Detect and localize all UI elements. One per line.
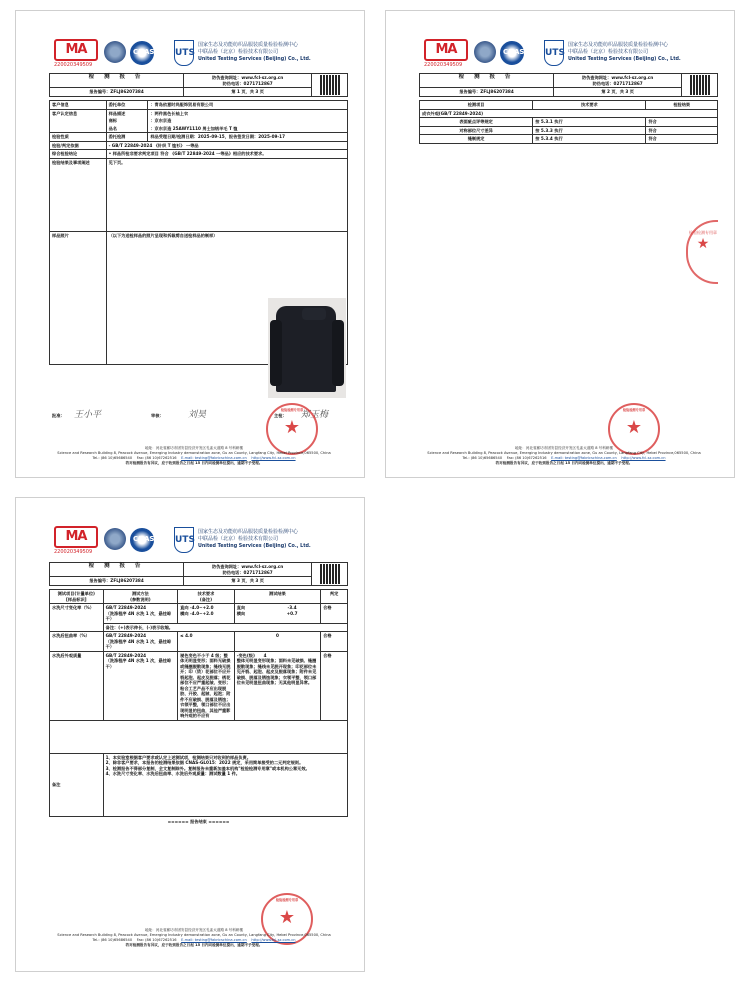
remarks-row: 备注 1、本实验室根据客户要求或认定上述测试项，检测结果只对收到的样品负责。 2、除非客户要求，本报告的检测结果依据 CNAS-GL015：2022 规定，采用简单接受的二元判定规则。 3、检测报告不得部分复制，全文复制除外。复制报告未重新加盖本机构"检验检测专用章"或本机构公章无效。 4、水洗尺寸变化率、水洗后扭曲率、水洗后外观质量：测试数量 1 件。	[50, 753, 348, 816]
uts-logo: UTS	[544, 40, 564, 66]
report-page-3	[15, 497, 365, 972]
report-title-table	[49, 73, 348, 97]
report-footer: 地址：河北省廊坊市固安县经济开发区孔雀大道路 8 号科研楼 Science and Research Building 8, Peacock Avenue, Emerging Industry demonstration zone, Gu an County, Langfang City, Hebei Province,065500, China Tel.: (86 10)65686540 Fax: (86 10)67262516 E-mail: testing@fabricschina.com.cn http://www.fcl-sz.com.cn 若对检测报告有异议，应于收到报告之日起 15 日内向检测单位提出，逾期不予受理。	[57, 928, 331, 947]
web-link[interactable]: http://www.fcl-sz.com.cn	[251, 938, 296, 942]
qr-code	[312, 563, 348, 586]
report-title-table: 检 测 报 告 防伪查询网址：www.fcl-sz.org.cn 防伪电话：0271712867 报告编号：ZFLJ86207384 第 3 页，共 3 页	[49, 562, 348, 586]
report-header	[424, 37, 724, 71]
ilac-logo-icon	[104, 528, 126, 550]
inspection-stamp: 检验检测专用章 ★	[261, 893, 313, 945]
report-end: ====== 报告结束 ======	[167, 818, 230, 824]
table-row: 水洗尺寸变化率（%） GB/T 22849-2024 （洗涤程序 4N 水洗 1 次，悬挂晾干） 直向 -4.0~+2.0 横向 -4.0~+2.0 直向 横向 -3.4 +0.7 合格	[50, 604, 348, 624]
sample-photo	[268, 298, 346, 398]
report-footer: 地址：河北省廊坊市固安县经济开发区孔雀大道路 8 号科研楼 Science and Research Building 8, Peacock Avenue, Emerging Industry demonstration zone, Gu an County, Langfang City, Hebei Province,065500, China Tel.: (86 10)65686540 Fax: (86 10)67262516 E-mail: testing@fabricschina.com.cn http://www.fcl-sz.com.cn 若对检测报告有异议，应于收到报告之日起 15 日内向检测单位提出，逾期不予受理。	[427, 446, 701, 465]
report-page-1	[15, 10, 365, 478]
qr-code	[682, 74, 718, 97]
report-title: 检 测 报 告	[50, 74, 184, 88]
report-header	[54, 37, 354, 71]
cnas-label: CNAS	[133, 48, 155, 56]
table-row: 对称部位尺寸差异 按 5.3.3 执行 符合	[420, 126, 718, 135]
table-row: 水洗后外观质量 GB/T 22849-2024 （洗涤程序 4N 水洗 1 次，悬挂晾干） 褪色变色不小于 4 级；整体无明显变形；面料无破损或缝圈脱散现象；缝线无脱开；印（烫）花部位不应开裂起泡、起皮及脱落；绣花部位不应严重起皱、变形；粘合工艺产品不应出现脱胶、开胶、起皱、起泡；附件不应破损、脱落及锈蚀；衣领平整，领口部位不应出现明显的扭曲，其他严重影响外观的不应有 -变色(级) 4 整体无明显变形现象；面料未见破损、缝圈脱散现象；缝线未见脱开现象；印花部位未见开裂、起泡、起皮及脱落现象；附件未见破损、脱落及锈蚀现象；衣领平整，领口部位未见明显扭曲现象；无其他明显异常。 合格	[50, 651, 348, 720]
email-link[interactable]: E-mail: testing@fabricschina.com.cn	[181, 456, 247, 460]
cnas-label: CNAS	[503, 48, 525, 56]
appearance-table: 检测项目 技术要求 检验结果 成衣外观(GB/T 22849-2024) 表面疵点评等规定 按 5.3.1 执行 符合 对称部位尺寸差异 按 5.3.3 执行 符合 缝制规定 按 5.3.4 执行 符合	[419, 100, 718, 144]
ma-logo: MA 220020349509	[54, 39, 100, 65]
report-body	[419, 73, 718, 144]
qr-code	[312, 74, 348, 97]
review-signature: 刘昊	[188, 410, 207, 420]
side-seam-stamp: 检验检测专用章 ★	[686, 220, 718, 284]
org-name: 国家生态及功能纺织品服装质量检验检测中心 中联品检（北京）检验技术有限公司 United Testing Services (Beijing) Co., Ltd.	[568, 42, 681, 62]
approve-label: 批准：	[52, 413, 65, 418]
table-row: 表面疵点评等规定 按 5.3.1 执行 符合	[420, 118, 718, 127]
uts-logo: UTS	[174, 527, 194, 553]
review-label: 审核：	[151, 413, 164, 418]
report-number: 报告编号：ZFLJ86207384	[50, 88, 184, 97]
table-row: 水洗后扭曲率（%） GB/T 22849-2024 （洗涤程序 4N 水洗 1 次，悬挂晾干） ≤ 4.0 0 合格	[50, 632, 348, 652]
report-header	[54, 524, 354, 558]
inspection-stamp: 检验检测专用章 ★	[266, 403, 318, 455]
uts-logo: UTS	[174, 40, 194, 66]
main-inspector-signature: 郑玉梅	[301, 410, 329, 420]
ma-logo: MA 220020349509	[54, 526, 100, 552]
sweater-image	[276, 306, 336, 392]
report-body	[49, 562, 348, 825]
ilac-logo-icon	[474, 41, 496, 63]
table-row: 缝制规定 按 5.3.4 执行 符合	[420, 135, 718, 144]
page-number: 第 1 页，共 3 页	[184, 88, 312, 97]
email-link[interactable]: E-mail: testing@fabricschina.com.cn	[181, 938, 247, 942]
wash-test-table: 测试项目(计量单位) [样品标识] 测试方法 (参数说明) 技术要求 (备注) 测试结果 判定 水洗尺寸变化率（%） GB/T 22849-2024 （洗涤程序 4N 水洗 1 次，悬挂晾干） 直向 -4.0~+2.0 横向 -4.0~+2.0 直向 横向 -3.4 +0.7 合格 备注：(+)表示伸长，(-)表示收缩。 水洗后扭曲率（%） GB/T 22849-2024 （洗涤程序 4N 水洗 1 次，悬挂晾干） ≤ 4.0 0 合格 水洗后外观质量 GB/T 22849-2024 （洗涤程序 4N 水洗 1 次，悬挂晾干） 褪色变色不小于 4 级；整体无明显变形；面料无破损或缝圈脱散现象；缝线无脱开；印（烫）花部位不应开裂起泡、起皮及脱落；绣花部位不应严重起皱、变形；粘合工艺产品不应出现脱胶、开胶、起皱、起泡；附件不应破损、脱落及锈蚀；衣领平整，领口部位不应出现明显的扭曲，其他严重影响外观的不应有 -变色(级) 4 整体无明显变形现象；面料未见破损、缝圈脱散现象；缝线未见脱开现象；印花部位未见开裂、起泡、起皮及脱落现象；附件未见破损、脱落及锈蚀现象；衣领平整，领口部位未见明显扭曲现象；无其他明显异常。 合格 备注 1、本实验室根据客户要求或认定上述测试项，检测结果只对收到的样品负责。 2、除非客户要求，本报告的检测结果依据 CNAS-GL015：2022 规定，采用简单接受的二元判定规则。 3、检测报告不得部分复制，全文复制除外。复制报告未重新加盖本机构"检验检测专用章"或本机构公章无效。 4、水洗尺寸变化率、水洗后扭曲率、水洗后外观质量：测试数量 1 件。	[49, 589, 348, 817]
report-footer: 地址：河北省廊坊市固安县经济开发区孔雀大道路 8 号科研楼 Science and Research Building 8, Peacock Avenue, Emerging Industry demonstration zone, Gu an County, Langfang City, Hebei Province,065500, China Tel.: (86 10)65686540 Fax: (86 10)67262516 E-mail: testing@fabricschina.com.cn http://www.fcl-sz.com.cn 若对检测报告有异议，应于收到报告之日起 15 日内向检测单位提出，逾期不予受理。	[57, 446, 331, 465]
inspection-stamp: 检验检测专用章 ★	[608, 403, 660, 455]
report-title-table: 检 测 报 告 防伪查询网址：www.fcl-sz.org.cn 防伪电话：0271712867 报告编号：ZFLJ86207384 第 2 页，共 3 页	[419, 73, 718, 97]
approve-signature: 王小平	[74, 410, 102, 420]
info-table: 客户信息 委托单位 ：青岛依意时尚服饰贸易有限公司 客户认定信息 样品描述 ：两件黑色长袖上衣 商标 ：京东京造 品名 ：京东京造 25AWY1110 男士加绒羊毛 T 恤 检验性质 委托检测 样品受理日期/检测日期：2025-09-15，报告签发日期：2025-09-17 检验/判定依据 - GB/T 22849-2024 《针织 T 恤衫》 一等品 综合检验结论 • 样品所检非要求判定项目 符合 《GB/T 22849-2024 一等品》相应的技术要求。 检验结果及事项阐述 见下页。 样品照片 （以下为送检样品的照片呈现和拆裁剪自送检样品的制样）	[49, 100, 348, 365]
web-link[interactable]: http://www.fcl-sz.com.cn	[621, 456, 666, 460]
report-page-2	[385, 10, 735, 478]
org-name: 国家生态及功能纺织品服装质量检验检测中心 中联品检（北京）检验技术有限公司 United Testing Services (Beijing) Co., Ltd.	[198, 529, 311, 549]
email-link[interactable]: E-mail: testing@fabricschina.com.cn	[551, 456, 617, 460]
cnas-label: CNAS	[133, 535, 155, 543]
ilac-logo-icon	[104, 41, 126, 63]
ma-logo: MA 220020349509	[424, 39, 470, 65]
main-inspector-label: 主检：	[274, 413, 287, 418]
org-name: 国家生态及功能纺织品服装质量检验检测中心 中联品检（北京）检验技术有限公司 United Testing Services (Beijing) Co., Ltd.	[198, 42, 311, 62]
web-link[interactable]: http://www.fcl-sz.com.cn	[251, 456, 296, 460]
anti-fake-info: 防伪查询网址：www.fcl-sz.org.cn 防伪电话：0271712867	[184, 74, 312, 88]
